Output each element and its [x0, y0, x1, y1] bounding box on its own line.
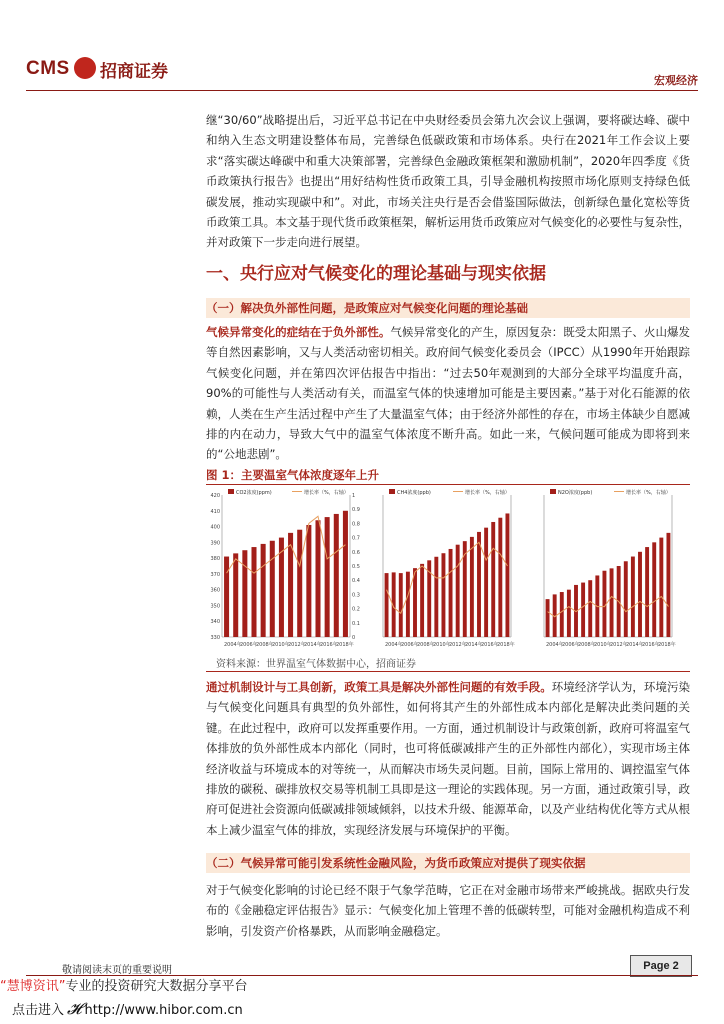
y-tick-label: 420 — [210, 493, 220, 499]
bar — [631, 557, 635, 637]
bar — [484, 528, 488, 637]
bar — [413, 568, 417, 637]
x-tick-label: 2014年 — [465, 642, 483, 648]
paragraph-lead: 气候异常变化的症结在于负外部性。 — [206, 325, 391, 339]
y-tick-label: 360 — [210, 587, 220, 594]
figure-source: 资料来源：世界温室气体数据中心，招商证券 — [216, 659, 416, 670]
bar — [334, 514, 339, 637]
y2-tick-label: 1 — [352, 493, 356, 499]
bar — [233, 553, 238, 637]
watermark-line-1 — [0, 975, 248, 994]
figure-title: 图 1：主要温室气体浓度逐年上升 — [206, 468, 380, 482]
y-tick-label: 410 — [210, 508, 220, 515]
bar — [470, 537, 474, 637]
y-tick-label: 350 — [210, 603, 220, 610]
bar — [567, 590, 571, 637]
chart-legend — [228, 489, 349, 496]
watermark-brand: “慧博资讯” — [0, 979, 66, 994]
x-tick-label: 2016年 — [320, 642, 338, 648]
section-label: 宏观经济 — [654, 74, 698, 87]
bar — [456, 545, 460, 637]
bar — [624, 561, 628, 637]
paragraph-1 — [206, 322, 690, 465]
chart-co2 — [210, 489, 360, 648]
watermark-enter: 点击进入 — [12, 1003, 65, 1018]
bar — [279, 538, 284, 637]
y-tick-label: 390 — [210, 540, 220, 547]
bar — [659, 538, 663, 637]
bar — [343, 511, 348, 637]
bar — [498, 518, 502, 637]
bar — [449, 549, 453, 637]
header-rule — [26, 90, 698, 91]
series-line — [387, 542, 508, 613]
chart-legend — [550, 489, 671, 496]
chart-n2o — [544, 489, 676, 648]
figure-rule — [206, 484, 690, 485]
paragraph-body: 气候异常变化的产生，原因复杂：既受太阳黑子、火山爆发等自然因素影响，又与人类活动密切相关。政府间气候变化委员会（IPCC）从1990年开始跟踪气候变化问题，并在第四次评估报告中指出：“过去50年观测到的大部分全球平均温度升高，90%的可能性与人类活动有关，而温室气体的快速增加可能是主要因素。”基于对化石能源的依赖，人类在生产生活过程中产生了大量温室气体；由于经济外部性的存在，市场主体缺少自愿减排的内在动力，导致大气中的温室气体浓度不断升高。如此一来，气候问题可能成为即将到来的“公地悲剧”。 — [206, 325, 690, 462]
intro-paragraph: 继“30/60”战略提出后，习近平总书记在中央财经委员会第九次会议上强调，要将碳达峰、碳中和纳入生态文明建设整体布局，完善绿色低碳政策和市场体系。央行在2021年工作会议上要求“落实碳达峰碳中和重大决策部署，完善绿色金融政策框架和激励机制”，2020年四季度《货币政策执行报告》也提出“用好结构性货币政策工具，引导金融机构按照市场化原则支持绿色低碳发展，推动实现碳中和”。对此，市场关注央行是否会借鉴国际做法，创新绿色量化宽松等货币政策工具。本文基于现代货币政策框架，解析运用货币政策应对气候变化的必要性与复杂性，并对政策下一步走向进行展望。 — [206, 113, 690, 250]
legend-label-bar: N2O浓度(ppb) — [558, 490, 593, 496]
chart-legend — [389, 489, 510, 496]
bar — [434, 557, 438, 637]
y2-tick-label: 0.3 — [352, 592, 360, 599]
x-tick-label: 2018年 — [336, 642, 354, 648]
bar — [666, 533, 670, 637]
y2-tick-label: 0.8 — [352, 521, 360, 528]
bar — [491, 522, 495, 637]
page-number: Page 2 — [630, 955, 692, 977]
bar — [385, 573, 389, 637]
y2-tick-label: 0.4 — [352, 578, 360, 585]
bar — [261, 544, 266, 637]
bar — [546, 599, 550, 637]
x-tick-label: 2006年 — [562, 642, 580, 648]
y2-tick-label: 0.1 — [352, 620, 360, 627]
x-tick-label: 2006年 — [240, 642, 258, 648]
footer-note: 敬请阅读末页的重要说明 — [62, 965, 172, 976]
logo-text: CMS — [26, 58, 70, 79]
logo-chinese: 招商证券 — [100, 62, 168, 82]
bar — [325, 517, 330, 637]
figure-bottom-rule — [206, 671, 690, 672]
legend-label-bar: CH4浓度(ppb) — [397, 490, 431, 496]
x-tick-label: 2008年 — [417, 642, 435, 648]
y-tick-label: 370 — [210, 571, 220, 578]
x-tick-label: 2012年 — [288, 642, 306, 648]
bar — [610, 568, 614, 637]
paragraph-lead: 通过机制设计与工具创新，政策工具是解决外部性问题的有效手段。 — [206, 680, 552, 694]
y-tick-label: 400 — [210, 524, 220, 531]
x-tick-label: 2004年 — [546, 642, 564, 648]
bar — [441, 553, 445, 637]
section-title: 一、央行应对气候变化的理论基础与现实依据 — [206, 264, 546, 284]
bar — [560, 592, 564, 637]
chart-ch4 — [383, 489, 515, 648]
bar — [399, 573, 403, 637]
bar — [297, 530, 302, 637]
x-tick-label: 2008年 — [256, 642, 274, 648]
y2-tick-label: 0 — [352, 635, 356, 641]
hibor-logo-icon: 𝓗 — [67, 999, 82, 1018]
x-tick-label: 2008年 — [578, 642, 596, 648]
paragraph-body: 环境经济学认为，环境污染与气候变化问题具有典型的负外部性，如何将其产生的外部性成本内部化是解决此类问题的关键。在此过程中，政府可以发挥重要作用。一方面，通过机制设计与政策创新，政府可将温室气体排放的负外部性成本内部化（同时，也可将低碳减排产生的正外部性内部化），实现市场主体经济收益与环境成本的对等统一，从而解决市场失灵问题。目前，国际上常用的、调控温室气体排放的碳税、碳排放权交易等机制工具即是这一理论的实践体现。另一方面，通过政策引导，政府可促进社会资源向低碳减排领域倾斜，以技术升级、能源革命，以及产业结构优化等方式从根本上减少温室气体的排放，实现经济发展与环境保护的平衡。 — [206, 680, 691, 837]
y-tick-label: 380 — [210, 556, 220, 563]
bar — [420, 564, 424, 637]
legend-label-line: 增长率（%，右轴） — [304, 490, 349, 496]
bar — [638, 552, 642, 637]
legend-swatch-bar — [228, 489, 234, 494]
x-tick-label: 2018年 — [658, 642, 676, 648]
bar — [588, 580, 592, 637]
logo-icon — [74, 57, 96, 79]
x-tick-label: 2016年 — [481, 642, 499, 648]
figure-charts — [206, 487, 690, 655]
y-tick-label: 340 — [210, 619, 220, 626]
bar — [306, 525, 311, 637]
legend-label-line: 增长率（%，右轴） — [626, 490, 671, 496]
x-tick-label: 2004年 — [224, 642, 242, 648]
watermark-url[interactable]: http://www.hibor.com.cn — [84, 1003, 243, 1018]
x-tick-label: 2012年 — [449, 642, 467, 648]
x-tick-label: 2004年 — [385, 642, 403, 648]
bar — [406, 572, 410, 637]
subsection-title: （一）解决负外部性问题，是政策应对气候变化问题的理论基础 — [206, 298, 690, 318]
legend-label-line: 增长率（%，右轴） — [465, 490, 510, 496]
x-tick-label: 2006年 — [401, 642, 419, 648]
bar — [505, 513, 509, 637]
bar — [251, 547, 256, 637]
x-tick-label: 2010年 — [433, 642, 451, 648]
subsection-title: （二）气候异常可能引发系统性金融风险，为货币政策应对提供了现实依据 — [206, 853, 690, 873]
series-line — [548, 596, 669, 616]
bar — [315, 520, 320, 637]
bar — [477, 532, 481, 637]
legend-swatch-bar — [550, 489, 556, 494]
x-tick-label: 2016年 — [642, 642, 660, 648]
legend-label-bar: CO2浓度(ppm) — [236, 490, 272, 496]
bar — [652, 542, 656, 637]
y2-tick-label: 0.7 — [352, 535, 360, 542]
y2-tick-label: 0.5 — [352, 564, 360, 570]
x-tick-label: 2010年 — [594, 642, 612, 648]
watermark-line-2[interactable] — [12, 999, 243, 1019]
bar — [270, 541, 275, 637]
bar — [645, 547, 649, 637]
paragraph-2 — [206, 677, 690, 840]
x-tick-label: 2012年 — [610, 642, 628, 648]
y2-tick-label: 0.2 — [352, 606, 360, 613]
y-tick-label: 330 — [210, 635, 220, 641]
legend-swatch-bar — [389, 489, 395, 494]
x-tick-label: 2018年 — [497, 642, 515, 648]
x-tick-label: 2014年 — [304, 642, 322, 648]
x-tick-label: 2014年 — [626, 642, 644, 648]
bar — [224, 557, 229, 637]
bar — [242, 550, 247, 637]
x-tick-label: 2010年 — [272, 642, 290, 648]
y2-tick-label: 0.9 — [352, 507, 360, 514]
y2-tick-label: 0.6 — [352, 549, 360, 556]
bar — [581, 583, 585, 637]
paragraph-3: 对于气候变化影响的讨论已经不限于气象学范畴，它正在对金融市场带来严峻挑战。据欧央行发布的《金融稳定评估报告》显示：气候变化加上管理不善的低碳转型，可能对金融机构造成不利影响，引发资产价格暴跌，从而影响金融稳定。 — [206, 883, 690, 938]
watermark-tagline: 专业的投资研究大数据分享平台 — [65, 979, 248, 994]
